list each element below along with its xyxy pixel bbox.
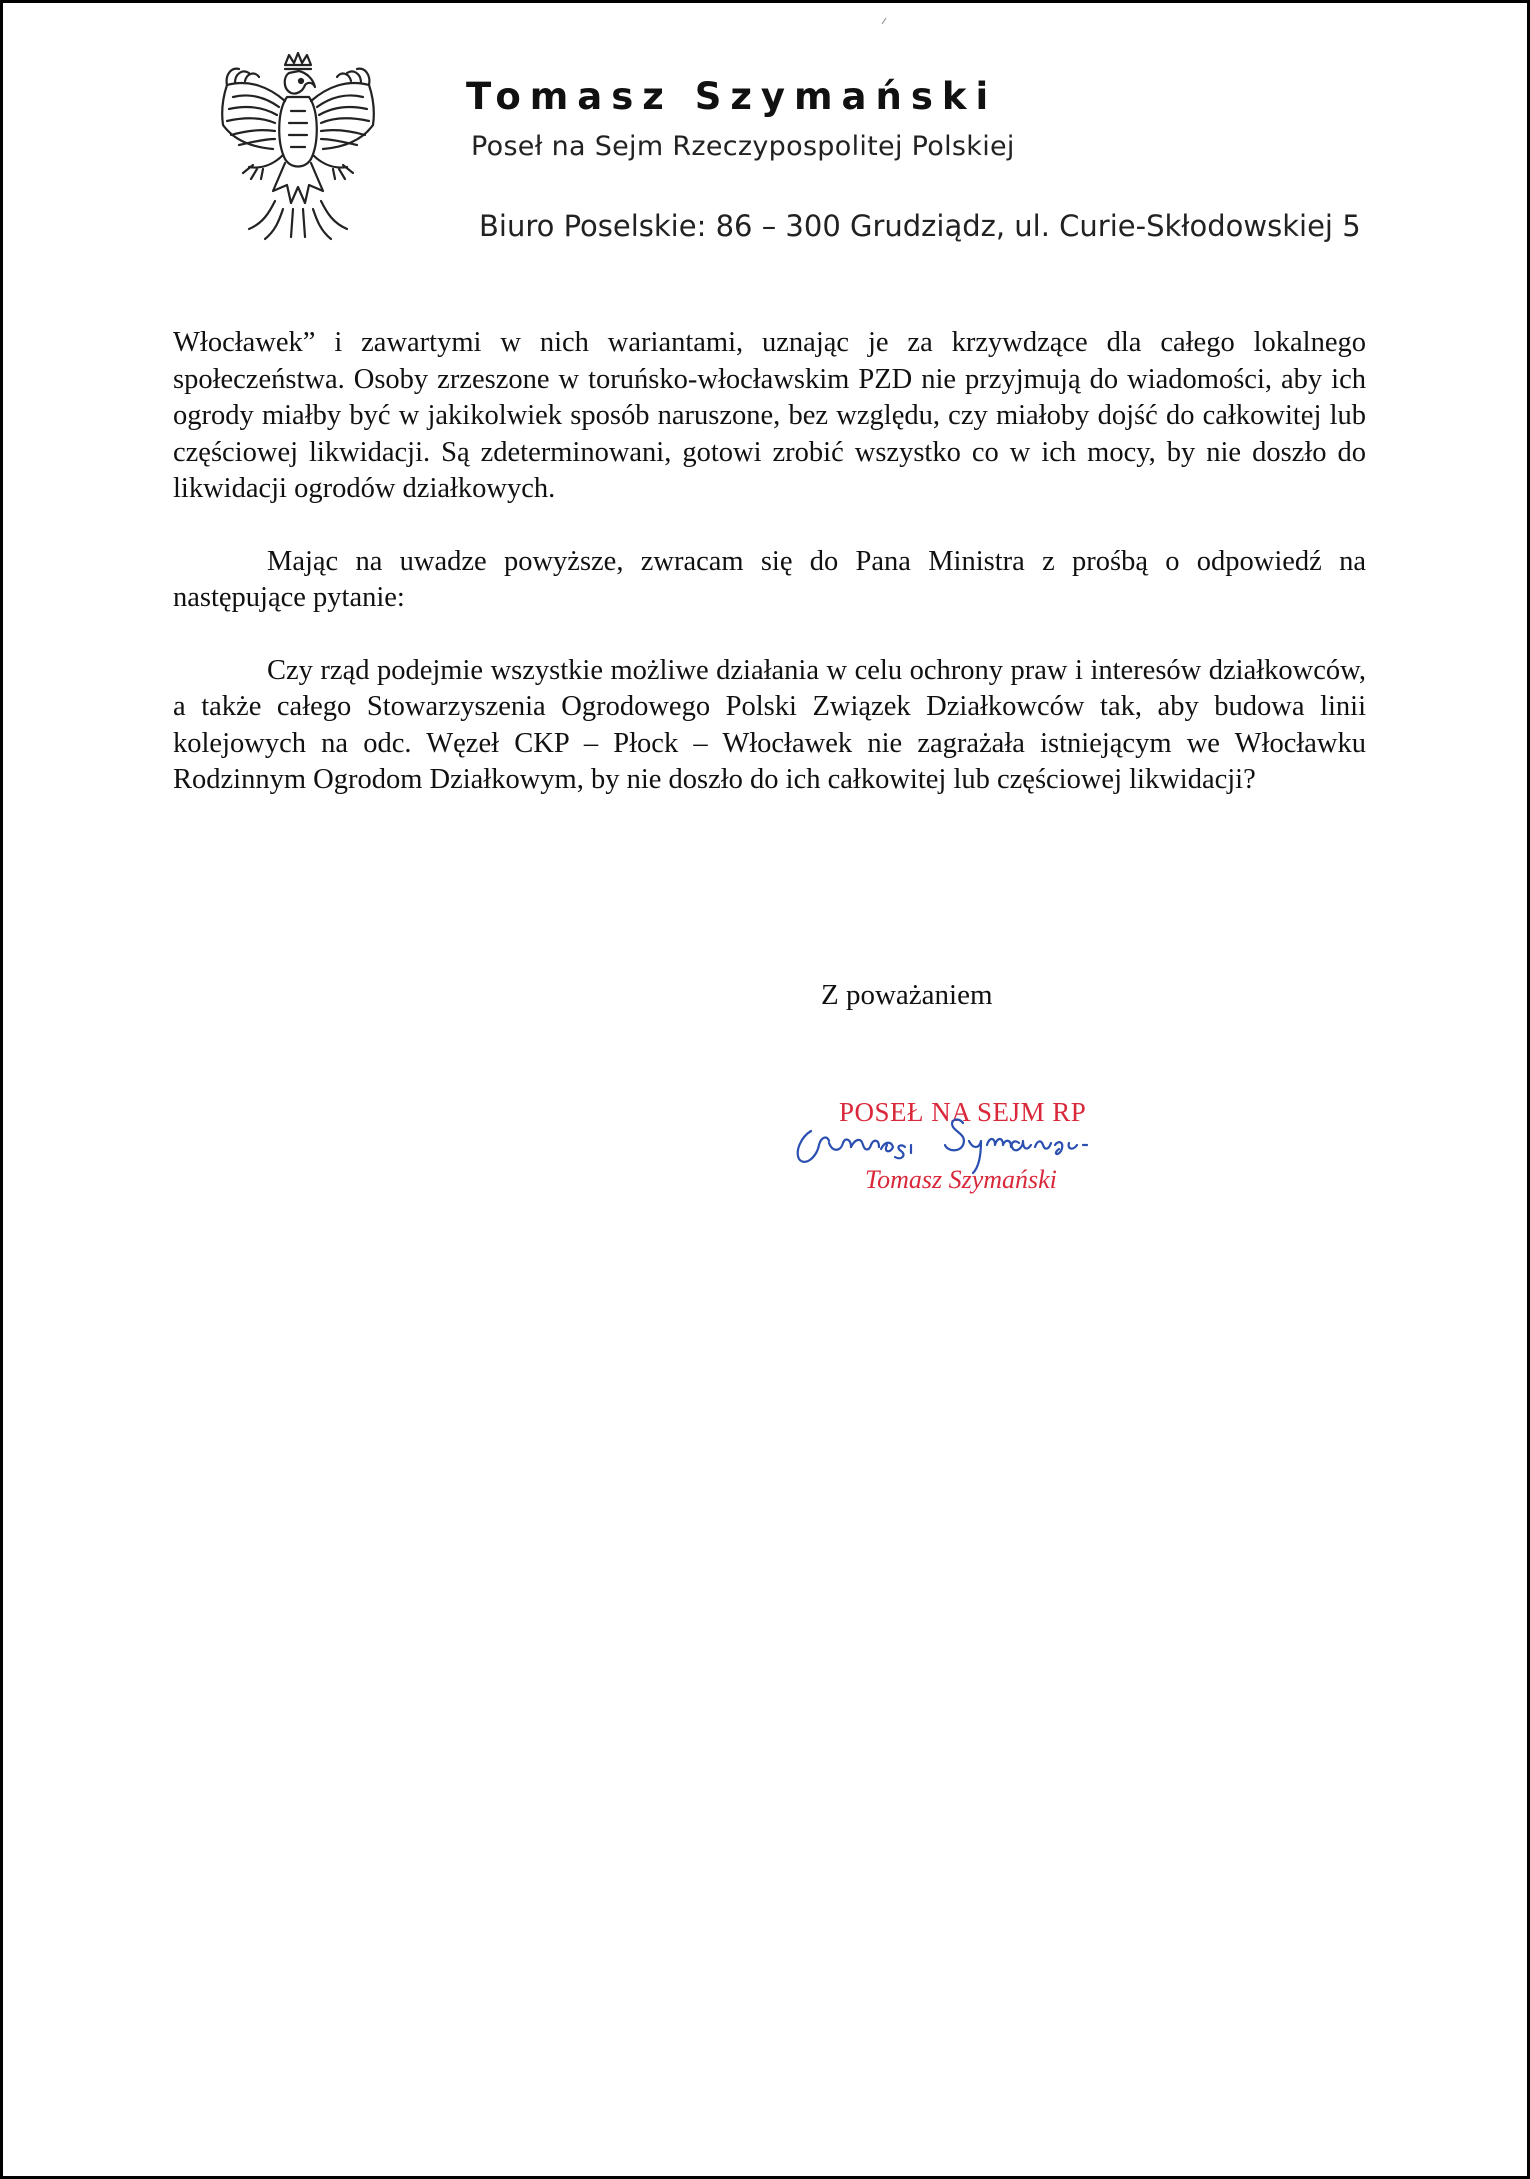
office-address: Biuro Poselskie: 86 – 300 Grudziądz, ul. Curie-Skłodowskiej 5	[479, 209, 1361, 243]
sender-title: Poseł na Sejm Rzeczypospolitej Polskiej	[471, 131, 1015, 162]
sender-name: Tomasz Szymański	[466, 75, 998, 118]
letter-body	[173, 325, 1366, 799]
stamp-line-1: POSEŁ NA SEJM RP	[839, 1097, 1087, 1127]
body-paragraph-1: Włocławek” i zawartymi w nich wariantami, uznając je za krzywdzące dla całego lokalnego społeczeństwa. Osoby zrzeszone w toruńsko-włocławskim PZD nie przyjmują do wiadomości, aby ich ogrody miałby być w jakikolwiek sposób naruszone, bez względu, czy miałoby dojść do całkowitej lub częściowej likwidacji. Są zdeterminowani, gotowi zrobić wszystko co w ich mocy, by nie doszło do likwidacji ogrodów działkowych.	[173, 327, 1366, 504]
body-paragraph-2: Mając na uwadze powyższe, zwracam się do Pana Ministra z prośbą o odpowiedź na następujące pytanie:	[173, 545, 1366, 613]
handwritten-signature	[783, 1093, 1153, 1193]
closing-salutation: Z poważaniem	[821, 979, 993, 1011]
stamp-line-2: Tomasz Szymański	[865, 1165, 1057, 1194]
polish-eagle-emblem-icon	[213, 51, 383, 247]
body-paragraph-3: Czy rząd podejmie wszystkie możliwe działania w celu ochrony praw i interesów działkowców, a także całego Stowarzyszenia Ogrodowego Polski Związek Działkowców tak, aby budowa linii kolejowych na odc. Węzeł CKP – Płock – Włocławek nie zagrażała istniejącym we Włocławku Rodzinnym Ogrodom Działkowym, by nie doszło do ich całkowitej lub częściowej likwidacji?	[173, 654, 1366, 795]
scan-speck	[881, 17, 887, 25]
